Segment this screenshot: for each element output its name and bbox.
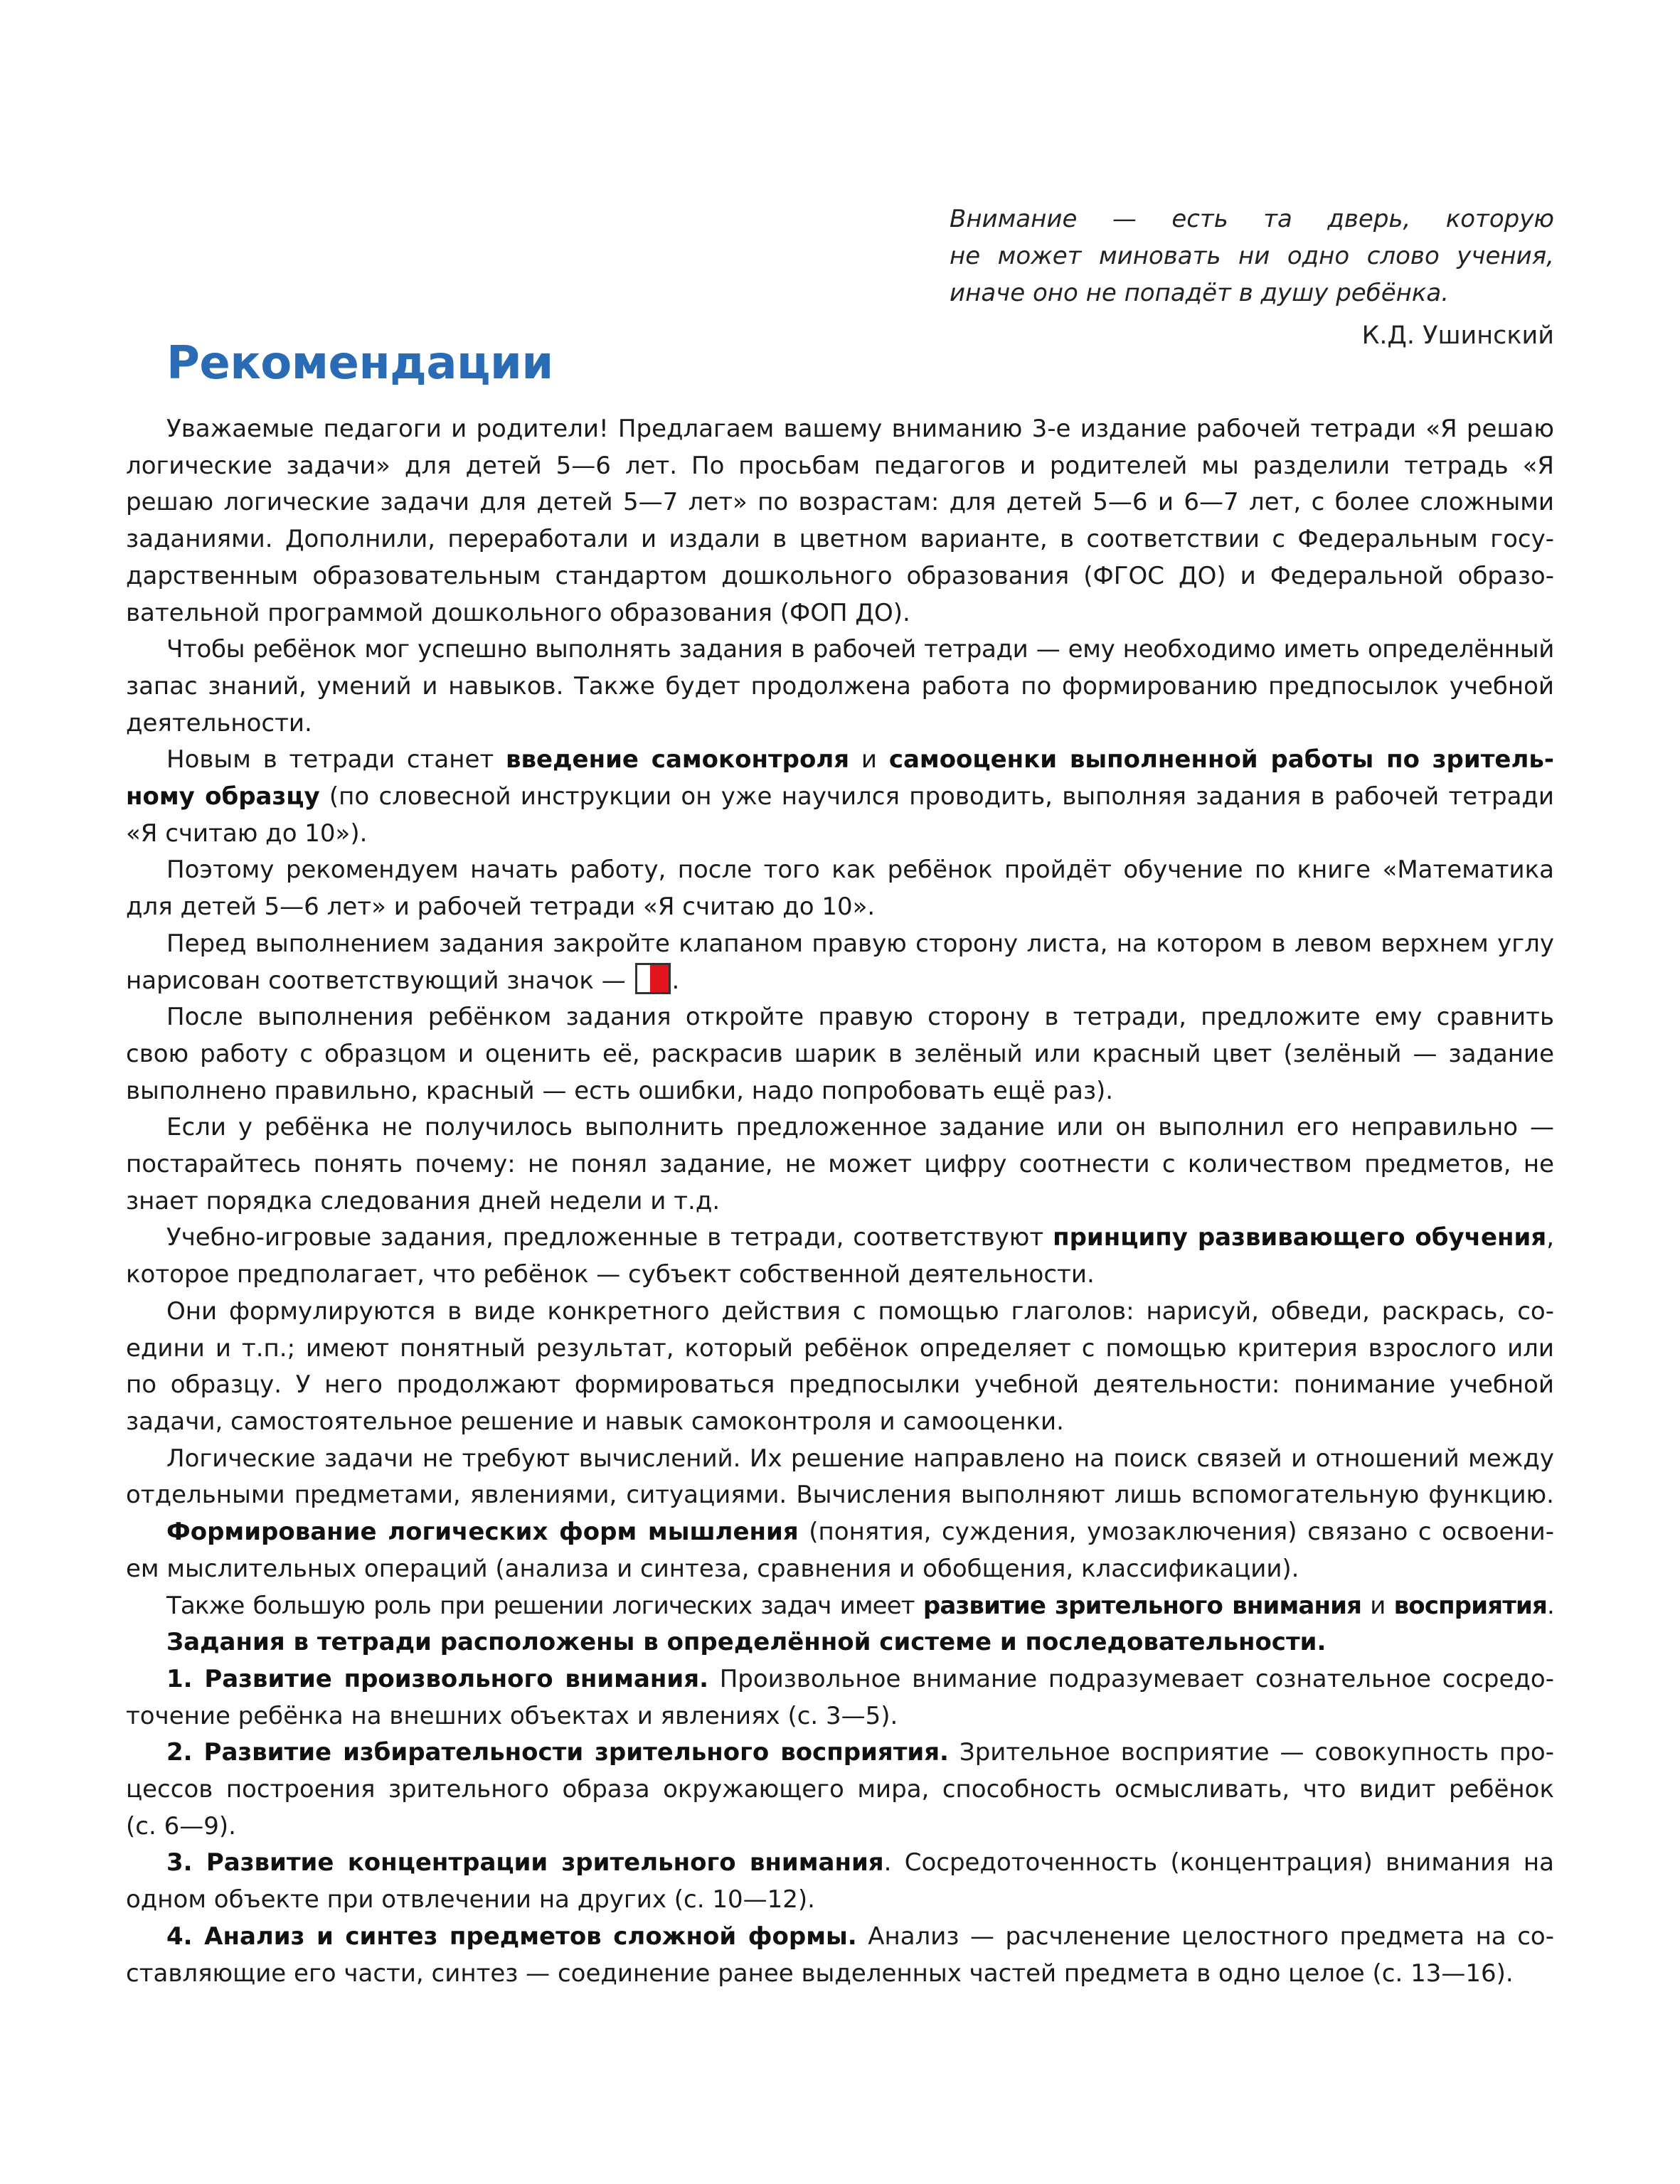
text-line	[126, 1624, 1554, 1661]
paragraph	[126, 1441, 1554, 1514]
text-line	[126, 1919, 1554, 1956]
bold-text: Формирование логических форм мышления	[166, 1518, 799, 1547]
bold-text: ному образцу	[126, 782, 320, 811]
text-line: Поэтому рекомендуем начать работу, после того как ребёнок пройдёт обучение по книге «Математика	[166, 856, 1554, 885]
text-line: «Я считаю до 10»).	[126, 819, 368, 848]
text: (по словесной инструкции он уже научился проводить, выполняя задания в рабочей тетради	[319, 782, 1555, 811]
text-line: свою работу с образцом и оценить её, раскрасив шарик в зелёный или красный цвет (зелёный — задание	[126, 1039, 1554, 1068]
text-line: Перед выполнением задания закройте клапаном правую сторону листа, на котором в левом верхнем углу	[166, 929, 1554, 958]
body-text	[126, 411, 1554, 1992]
text-line	[126, 1735, 1554, 1772]
paragraph	[126, 852, 1554, 925]
text-line: Логические задачи не требуют вычислений. Их решение направлено на поиск связей и отношений между	[166, 1444, 1554, 1473]
text-line: отдельными предметами, явлениями, ситуациями. Вычисления выполняют лишь вспомогательную функцию.	[126, 1481, 1554, 1510]
text-line	[126, 1661, 1554, 1698]
text-line: дарственным образовательным стандартом дошкольного образования (ФГОС ДО) и Федеральной образо-	[126, 561, 1554, 590]
bold-text: восприятия	[1393, 1591, 1548, 1620]
text-line	[126, 1220, 1554, 1257]
text-line: которое предполагает, что ребёнок — субъект собственной деятельности.	[126, 1260, 1095, 1289]
bold-text: 2. Развитие избирательности зрительного восприятия.	[166, 1738, 949, 1767]
page-title: Рекомендации	[166, 337, 553, 390]
paragraph	[126, 411, 1554, 632]
text-line	[126, 963, 1554, 1000]
text-line: вательной программой дошкольного образования (ФОП ДО).	[126, 598, 910, 627]
text-line: одном объекте при отвлечении на других (с. 10—12).	[126, 1885, 815, 1914]
text-line: задачи, самостоятельное решение и навык самоконтроля и самооценки.	[126, 1407, 1064, 1436]
text: Зрительное восприятие — совокупность про-	[948, 1738, 1555, 1767]
text-line: Чтобы ребёнок мог успешно выполнять задания в рабочей тетради — ему необходимо иметь определённый	[166, 635, 1554, 664]
text-line: по образцу. У него продолжают формироваться предпосылки учебной деятельности: понимание учебной	[126, 1370, 1554, 1400]
bold-text: введение самоконтроля	[505, 745, 850, 774]
paragraph	[126, 1294, 1554, 1441]
text-line: ем мыслительных операций (анализа и синтеза, сравнения и обобщения, классификации).	[126, 1554, 1299, 1583]
text-line	[126, 779, 1554, 816]
epigraph	[950, 201, 1554, 311]
text-line: Если у ребёнка не получилось выполнить предложенное задание или он выполнил его неправильно —	[166, 1113, 1554, 1142]
text-line	[126, 1514, 1554, 1551]
paragraph	[126, 1109, 1554, 1220]
text-line: Они формулируются в виде конкретного действия с помощью глаголов: нарисуй, обведи, раскрась, со-	[166, 1296, 1554, 1326]
bold-text: принципу развивающего обучения	[1053, 1223, 1547, 1252]
text-line: запас знаний, умений и навыков. Также будет продолжена работа по формированию предпосылок учебной	[126, 671, 1554, 701]
bold-text: развитие зрительного внимания	[923, 1591, 1362, 1620]
text-line: точение ребёнка на внешних объектах и явлениях (с. 3—5).	[126, 1701, 898, 1730]
text-line: Уважаемые педагоги и родители! Предлагаем вашему вниманию 3-е издание рабочей тетради «Я решаю	[166, 415, 1554, 443]
bold-text: 1. Развитие произвольного внимания.	[166, 1664, 708, 1693]
red-half-square-icon	[635, 963, 671, 994]
paragraph	[126, 926, 1554, 999]
text: ,	[1546, 1223, 1554, 1252]
list-item	[126, 1735, 1554, 1845]
text: . Сосредоточенность (концентрация) внимания на	[883, 1848, 1554, 1877]
text-line: знает порядка следования дней недели и т.д.	[126, 1186, 721, 1215]
list-item	[126, 1845, 1554, 1918]
text: .	[1547, 1591, 1554, 1620]
text-line	[126, 742, 1554, 779]
text-line: постарайтесь понять почему: не понял задание, не может цифру соотнести с количеством предметов, не	[126, 1150, 1554, 1179]
text-line: едини и т.п.; имеют понятный результат, который ребёнок определяет с помощью критерия взрослого или	[126, 1333, 1554, 1363]
text-line: деятельности.	[126, 708, 312, 737]
text-line: (с. 6—9).	[126, 1811, 236, 1841]
paragraph	[126, 1588, 1554, 1625]
text: Новым в тетради станет	[166, 745, 506, 774]
paragraph	[126, 632, 1554, 742]
paragraph	[126, 999, 1554, 1109]
text: Анализ — расчленение целостного предмета на со-	[856, 1922, 1554, 1951]
list-item	[126, 1661, 1554, 1735]
text: и	[849, 745, 889, 774]
text: и	[1361, 1591, 1394, 1620]
epigraph-line: Внимание — есть та дверь, которую	[950, 205, 1554, 233]
text-line: логические задачи» для детей 5—6 лет. По просьбам педагогов и родителей мы разделили тетрадь «Я	[126, 451, 1554, 480]
text: Произвольное внимание подразумевает сознательное сосредо-	[708, 1664, 1554, 1693]
paragraph	[126, 1220, 1554, 1293]
text-line: для детей 5—6 лет» и рабочей тетради «Я считаю до 10».	[126, 893, 876, 922]
epigraph-line: иначе оно не попадёт в душу ребёнка.	[950, 279, 1450, 307]
bold-text: Задания в тетради расположены в определённой системе и последовательности.	[166, 1628, 1327, 1657]
list-item	[126, 1919, 1554, 1992]
bold-text: 4. Анализ и синтез предметов сложной формы.	[166, 1922, 857, 1951]
text: (понятия, суждения, умозаключения) связано с освоени-	[798, 1518, 1554, 1547]
paragraph	[126, 1514, 1554, 1587]
bold-text: 3. Развитие концентрации зрительного внимания	[166, 1848, 884, 1877]
paragraph	[126, 742, 1554, 852]
text-line: решаю логические задачи для детей 5—7 лет» по возрастам: для детей 5—6 и 6—7 лет, с более сложными	[126, 488, 1554, 517]
text: .	[671, 966, 680, 995]
epigraph-line: не может миновать ни одно слово учения,	[950, 242, 1554, 270]
bold-text: самооценки выполненной работы по зритель-	[888, 745, 1554, 774]
text-line: ставляющие его части, синтез — соединение ранее выделенных частей предмета в одно целое (с. 13—16).	[126, 1959, 1514, 1988]
epigraph-author: К.Д. Ушинский	[1361, 321, 1554, 350]
text-line: После выполнения ребёнком задания откройте правую сторону в тетради, предложите ему сравнить	[166, 1003, 1554, 1032]
text-line	[126, 1845, 1554, 1882]
text-line: цессов построения зрительного образа окружающего мира, способность осмысливать, что видит ребёнок	[126, 1775, 1554, 1804]
text: Учебно-игровые задания, предложенные в тетради, соответствуют	[166, 1223, 1053, 1252]
text: нарисован соответствующий значок —	[126, 966, 634, 995]
red-half	[650, 965, 669, 992]
text: Также большую роль при решении логических задач имеет	[166, 1591, 923, 1620]
text-line	[126, 1588, 1554, 1625]
text-line: заданиями. Дополнили, переработали и издали в цветном варианте, в соответствии с Федеральным госу-	[126, 525, 1554, 554]
paragraph	[126, 1624, 1554, 1661]
text-line: выполнено правильно, красный — есть ошибки, надо попробовать ещё раз).	[126, 1076, 1114, 1105]
